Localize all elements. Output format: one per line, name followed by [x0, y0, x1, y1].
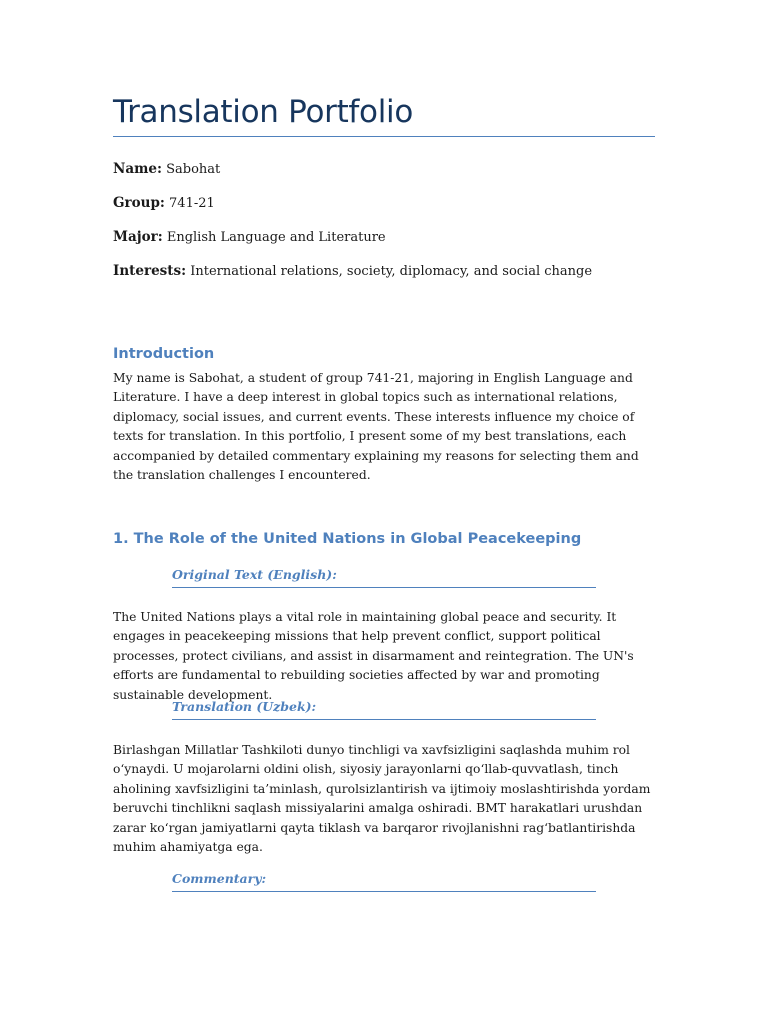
section-1-heading: 1. The Role of the United Nations in Global Peacekeeping	[113, 531, 582, 547]
group-value: 741-21	[169, 196, 215, 211]
interests-value: International relations, society, diplomacy, and social change	[190, 264, 593, 279]
interests-field	[113, 263, 592, 279]
translation-paragraph: Birlashgan Millatlar Tashkiloti dunyo tinchligi va xavfsizligini saqlashda muhim rol o‘ynaydi. U mojarolarni oldini olish, siyosiy jarayonlarni qo‘llab-quvvatlash, tinch aholining xavfsizligini ta’minlash, qurolsizlantirish va ijtimoiy moslashtirishda yordam beruvchi tinchlikni saqlash missiyalarini amalga oshiradi. BMT harakatlari urushdan zarar ko‘rgan jamiyatlarni qayta tiklash va barqaror rivojlanishni rag‘batlantirishda muhim ahamiyatga ega.	[113, 743, 651, 855]
name-field	[113, 161, 220, 177]
introduction-heading: Introduction	[113, 346, 215, 362]
name-label: Name:	[113, 161, 162, 177]
translation-subheading: Translation (Uzbek):	[172, 699, 596, 720]
introduction-paragraph: My name is Sabohat, a student of group 741-21, majoring in English Language and Literature. I have a deep interest in global topics such as international relations, diplomacy, social issues, and current events. These interests influence my choice of texts for translation. In this portfolio, I present some of my best translations, each accompanied by detailed commentary explaining my reasons for selecting them and the translation challenges I encountered.	[113, 371, 639, 483]
group-field	[113, 195, 215, 211]
original-text-paragraph: The United Nations plays a vital role in maintaining global peace and security. It engages in peacekeeping missions that help prevent conflict, support political processes, protect civilians, and assist in disarmament and reintegration. The UN's efforts are fundamental to rebuilding societies affected by war and promoting sustainable development.	[113, 610, 634, 702]
original-text-subheading: Original Text (English):	[172, 567, 596, 588]
major-label: Major:	[113, 229, 163, 245]
group-label: Group:	[113, 195, 165, 211]
name-value: Sabohat	[166, 162, 221, 177]
commentary-subheading: Commentary:	[172, 871, 596, 892]
major-value: English Language and Literature	[166, 230, 386, 245]
document-title: Translation Portfolio	[113, 94, 655, 137]
major-field	[113, 229, 386, 245]
interests-label: Interests:	[113, 263, 187, 279]
